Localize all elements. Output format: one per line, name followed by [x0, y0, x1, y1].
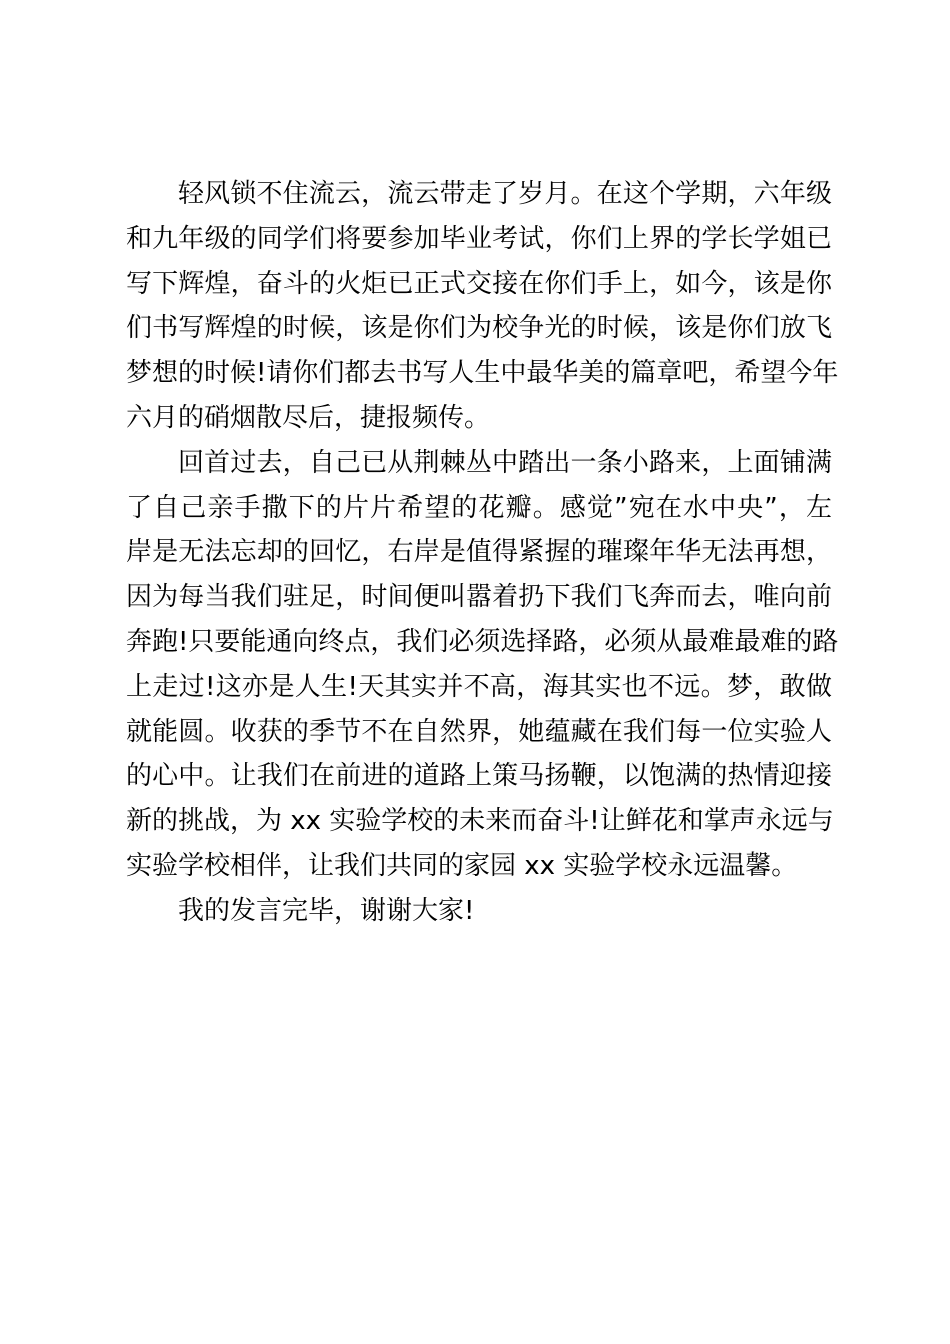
paragraph-line: 就能圆。收获的季节不在自然界，她蕴藏在我们每一位实验人	[126, 716, 832, 747]
paragraph-1	[126, 172, 839, 441]
paragraph-line: 我的发言完毕，谢谢大家!	[178, 895, 475, 926]
paragraph-line: 梦想的时候!请你们都去书写人生中最华美的篇章吧，希望今年	[126, 358, 839, 389]
paragraph-3	[126, 889, 832, 934]
paragraph-line: 和九年级的同学们将要参加毕业考试，你们上界的学长学姐已	[126, 223, 832, 254]
paragraph-line: 奔跑!只要能通向终点，我们必须选择路，必须从最难最难的路	[126, 626, 839, 657]
paragraph-line: 岸是无法忘却的回忆，右岸是值得紧握的璀璨年华无法再想，	[126, 537, 832, 568]
paragraph-line: 六月的硝烟散尽后，捷报频传。	[126, 402, 491, 433]
document-body	[126, 172, 839, 934]
paragraph-line: 写下辉煌，奋斗的火炬已正式交接在你们手上，如今，该是你	[126, 268, 832, 299]
paragraph-2	[126, 441, 839, 889]
paragraph-line: 因为每当我们驻足，时间便叫嚣着扔下我们飞奔而去，唯向前	[126, 582, 832, 613]
paragraph-line: 的心中。让我们在前进的道路上策马扬鞭，以饱满的热情迎接	[126, 761, 832, 792]
paragraph-line: 实验学校相伴，让我们共同的家园 xx 实验学校永远温馨。	[126, 850, 798, 881]
paragraph-line: 新的挑战，为 xx 实验学校的未来而奋斗!让鲜花和掌声永远与	[126, 806, 834, 837]
paragraph-line: 们书写辉煌的时候，该是你们为校争光的时候，该是你们放飞	[126, 313, 832, 344]
paragraph-line: 了自己亲手撒下的片片希望的花瓣。感觉”宛在水中央”，左	[126, 492, 832, 523]
paragraph-line: 轻风锁不住流云，流云带走了岁月。在这个学期，六年级	[178, 179, 832, 209]
paragraph-line: 上走过!这亦是人生!天其实并不高，海其实也不远。梦，敢做	[126, 671, 832, 702]
paragraph-line: 回首过去，自己已从荆棘丛中踏出一条小路来，上面铺满	[178, 447, 832, 478]
